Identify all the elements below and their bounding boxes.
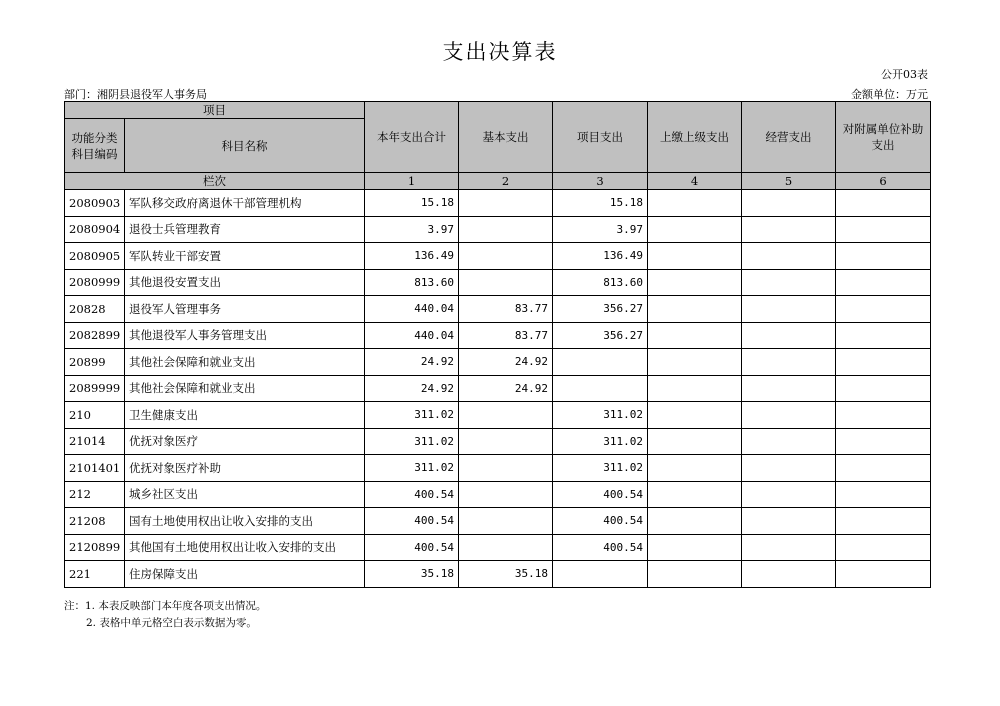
cell-code: 21208 bbox=[65, 508, 125, 535]
cell-business bbox=[742, 402, 836, 429]
cell-name: 其他社会保障和就业支出 bbox=[125, 349, 365, 376]
cell-name: 退役士兵管理教育 bbox=[125, 216, 365, 243]
cell-total: 24.92 bbox=[365, 375, 459, 402]
cell-project: 400.54 bbox=[553, 481, 648, 508]
cell-project bbox=[553, 375, 648, 402]
cell-subsidiary bbox=[836, 508, 931, 535]
cell-basic bbox=[459, 190, 553, 217]
table-body bbox=[65, 190, 931, 588]
cell-basic bbox=[459, 455, 553, 482]
cell-code: 2080999 bbox=[65, 269, 125, 296]
table-row bbox=[65, 428, 931, 455]
table-row bbox=[65, 508, 931, 535]
col-num-4: 4 bbox=[648, 173, 742, 190]
cell-project: 400.54 bbox=[553, 508, 648, 535]
table-row bbox=[65, 561, 931, 588]
cell-subsidiary bbox=[836, 481, 931, 508]
cell-code: 221 bbox=[65, 561, 125, 588]
cell-name: 城乡社区支出 bbox=[125, 481, 365, 508]
cell-name: 退役军人管理事务 bbox=[125, 296, 365, 323]
cell-project: 400.54 bbox=[553, 534, 648, 561]
cell-business bbox=[742, 349, 836, 376]
cell-total: 813.60 bbox=[365, 269, 459, 296]
table-row bbox=[65, 243, 931, 270]
cell-basic bbox=[459, 269, 553, 296]
cell-upper bbox=[648, 322, 742, 349]
cell-code: 212 bbox=[65, 481, 125, 508]
cell-project: 813.60 bbox=[553, 269, 648, 296]
cell-upper bbox=[648, 190, 742, 217]
cell-business bbox=[742, 481, 836, 508]
cell-name: 其他国有土地使用权出让收入安排的支出 bbox=[125, 534, 365, 561]
cell-basic bbox=[459, 216, 553, 243]
header-lanci: 栏次 bbox=[65, 173, 365, 190]
cell-basic: 83.77 bbox=[459, 296, 553, 323]
cell-total: 15.18 bbox=[365, 190, 459, 217]
cell-basic bbox=[459, 508, 553, 535]
cell-subsidiary bbox=[836, 375, 931, 402]
header-code: 功能分类科目编码 bbox=[65, 119, 125, 173]
cell-code: 21014 bbox=[65, 428, 125, 455]
department-label: 部门：湘阴县退役军人事务局 bbox=[64, 88, 207, 101]
cell-business bbox=[742, 375, 836, 402]
cell-business bbox=[742, 269, 836, 296]
table-row bbox=[65, 322, 931, 349]
col-num-6: 6 bbox=[836, 173, 931, 190]
cell-basic bbox=[459, 243, 553, 270]
cell-project: 15.18 bbox=[553, 190, 648, 217]
cell-code: 210 bbox=[65, 402, 125, 429]
cell-subsidiary bbox=[836, 216, 931, 243]
cell-subsidiary bbox=[836, 428, 931, 455]
cell-subsidiary bbox=[836, 190, 931, 217]
cell-business bbox=[742, 428, 836, 455]
cell-subsidiary bbox=[836, 296, 931, 323]
cell-upper bbox=[648, 375, 742, 402]
cell-code: 20828 bbox=[65, 296, 125, 323]
header-project: 项目支出 bbox=[553, 102, 648, 173]
header-total: 本年支出合计 bbox=[365, 102, 459, 173]
cell-business bbox=[742, 455, 836, 482]
cell-project: 136.49 bbox=[553, 243, 648, 270]
cell-name: 国有土地使用权出让收入安排的支出 bbox=[125, 508, 365, 535]
cell-subsidiary bbox=[836, 561, 931, 588]
cell-code: 2080904 bbox=[65, 216, 125, 243]
cell-total: 35.18 bbox=[365, 561, 459, 588]
cell-upper bbox=[648, 269, 742, 296]
cell-name: 军队转业干部安置 bbox=[125, 243, 365, 270]
col-num-5: 5 bbox=[742, 173, 836, 190]
table-row bbox=[65, 534, 931, 561]
cell-total: 440.04 bbox=[365, 322, 459, 349]
cell-business bbox=[742, 508, 836, 535]
table-row bbox=[65, 296, 931, 323]
cell-project: 311.02 bbox=[553, 428, 648, 455]
cell-upper bbox=[648, 296, 742, 323]
header-item-group: 项目 bbox=[65, 102, 365, 119]
page-title: 支出决算表 bbox=[442, 40, 558, 64]
cell-name: 住房保障支出 bbox=[125, 561, 365, 588]
cell-basic bbox=[459, 402, 553, 429]
table-row bbox=[65, 375, 931, 402]
note-2: 2. 表格中单元格空白表示数据为零。 bbox=[86, 617, 257, 629]
cell-project bbox=[553, 561, 648, 588]
cell-upper bbox=[648, 402, 742, 429]
cell-project bbox=[553, 349, 648, 376]
cell-name: 卫生健康支出 bbox=[125, 402, 365, 429]
cell-subsidiary bbox=[836, 455, 931, 482]
cell-upper bbox=[648, 455, 742, 482]
cell-subsidiary bbox=[836, 534, 931, 561]
table-row bbox=[65, 190, 931, 217]
table-row bbox=[65, 481, 931, 508]
header-subsidiary: 对附属单位补助支出 bbox=[836, 102, 931, 173]
cell-name: 优抚对象医疗补助 bbox=[125, 455, 365, 482]
cell-code: 2101401 bbox=[65, 455, 125, 482]
cell-upper bbox=[648, 534, 742, 561]
form-number: 公开03表 bbox=[881, 68, 928, 81]
cell-basic bbox=[459, 534, 553, 561]
cell-code: 20899 bbox=[65, 349, 125, 376]
cell-name: 其他退役安置支出 bbox=[125, 269, 365, 296]
col-num-2: 2 bbox=[459, 173, 553, 190]
cell-subsidiary bbox=[836, 269, 931, 296]
cell-upper bbox=[648, 243, 742, 270]
amount-unit-label: 金额单位：万元 bbox=[851, 88, 928, 101]
cell-business bbox=[742, 534, 836, 561]
cell-name: 军队移交政府离退休干部管理机构 bbox=[125, 190, 365, 217]
table-row bbox=[65, 216, 931, 243]
cell-upper bbox=[648, 481, 742, 508]
cell-basic: 24.92 bbox=[459, 375, 553, 402]
col-num-1: 1 bbox=[365, 173, 459, 190]
cell-name: 其他社会保障和就业支出 bbox=[125, 375, 365, 402]
cell-project: 356.27 bbox=[553, 322, 648, 349]
header-name: 科目名称 bbox=[125, 119, 365, 173]
note-1: 注：1. 本表反映部门本年度各项支出情况。 bbox=[64, 600, 267, 612]
cell-business bbox=[742, 296, 836, 323]
table-row bbox=[65, 269, 931, 296]
cell-upper bbox=[648, 428, 742, 455]
cell-project: 311.02 bbox=[553, 455, 648, 482]
cell-basic bbox=[459, 428, 553, 455]
cell-basic: 83.77 bbox=[459, 322, 553, 349]
table-row bbox=[65, 455, 931, 482]
cell-upper bbox=[648, 561, 742, 588]
header-business: 经营支出 bbox=[742, 102, 836, 173]
cell-upper bbox=[648, 216, 742, 243]
header-upper: 上缴上级支出 bbox=[648, 102, 742, 173]
cell-total: 136.49 bbox=[365, 243, 459, 270]
cell-total: 24.92 bbox=[365, 349, 459, 376]
cell-subsidiary bbox=[836, 322, 931, 349]
cell-code: 2080903 bbox=[65, 190, 125, 217]
cell-code: 2120899 bbox=[65, 534, 125, 561]
table-row bbox=[65, 402, 931, 429]
cell-project: 311.02 bbox=[553, 402, 648, 429]
cell-total: 311.02 bbox=[365, 455, 459, 482]
header-basic: 基本支出 bbox=[459, 102, 553, 173]
cell-total: 400.54 bbox=[365, 508, 459, 535]
cell-project: 356.27 bbox=[553, 296, 648, 323]
cell-total: 311.02 bbox=[365, 402, 459, 429]
cell-name: 优抚对象医疗 bbox=[125, 428, 365, 455]
cell-subsidiary bbox=[836, 349, 931, 376]
cell-business bbox=[742, 561, 836, 588]
cell-code: 2089999 bbox=[65, 375, 125, 402]
cell-total: 3.97 bbox=[365, 216, 459, 243]
cell-code: 2082899 bbox=[65, 322, 125, 349]
col-num-3: 3 bbox=[553, 173, 648, 190]
cell-business bbox=[742, 216, 836, 243]
cell-subsidiary bbox=[836, 243, 931, 270]
cell-code: 2080905 bbox=[65, 243, 125, 270]
cell-upper bbox=[648, 508, 742, 535]
cell-business bbox=[742, 243, 836, 270]
cell-total: 400.54 bbox=[365, 481, 459, 508]
cell-basic: 35.18 bbox=[459, 561, 553, 588]
cell-name: 其他退役军人事务管理支出 bbox=[125, 322, 365, 349]
cell-subsidiary bbox=[836, 402, 931, 429]
cell-total: 400.54 bbox=[365, 534, 459, 561]
cell-upper bbox=[648, 349, 742, 376]
table-row bbox=[65, 349, 931, 376]
cell-basic: 24.92 bbox=[459, 349, 553, 376]
cell-business bbox=[742, 322, 836, 349]
cell-total: 440.04 bbox=[365, 296, 459, 323]
cell-basic bbox=[459, 481, 553, 508]
expenditure-table bbox=[64, 101, 931, 588]
cell-business bbox=[742, 190, 836, 217]
cell-project: 3.97 bbox=[553, 216, 648, 243]
cell-total: 311.02 bbox=[365, 428, 459, 455]
